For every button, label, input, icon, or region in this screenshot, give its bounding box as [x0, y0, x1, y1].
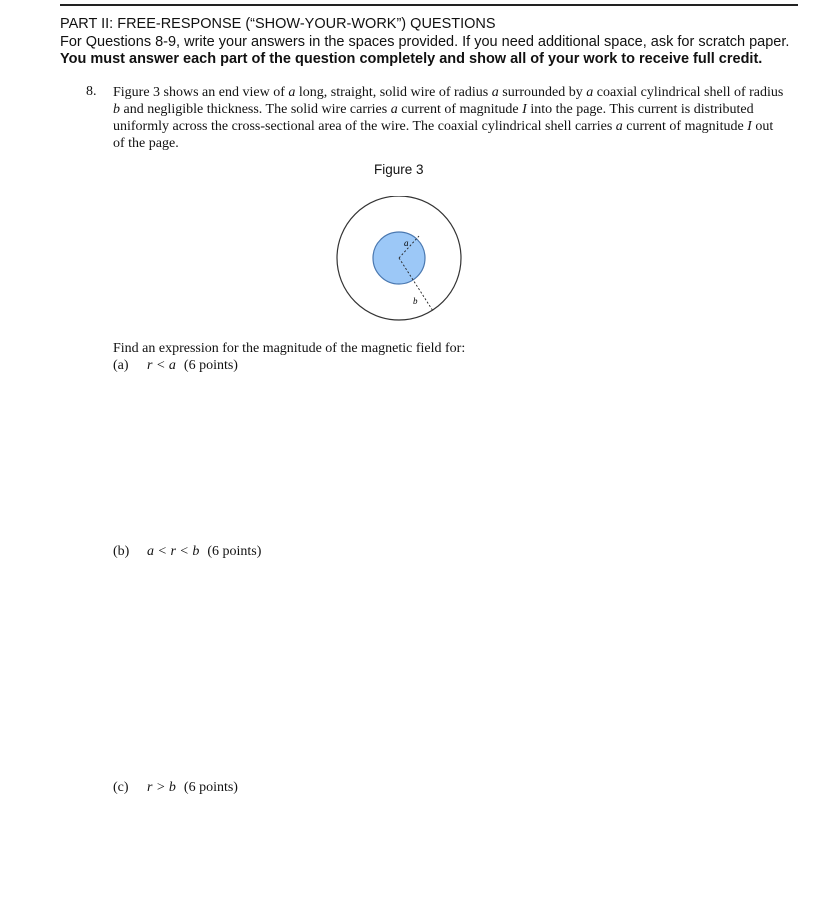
top-rule	[60, 4, 798, 6]
part-c-points: (6 points)	[183, 780, 238, 795]
part-c-label: (c)	[113, 780, 129, 795]
part-a-points: (6 points)	[183, 358, 238, 373]
part-b-label: (b)	[113, 544, 130, 559]
section-warning: You must answer each part of the question completely and show all of your work to receive full credit.	[60, 51, 763, 67]
figure-coaxial-cable	[334, 196, 466, 324]
figure-caption: Figure 3	[374, 162, 424, 177]
question-text: Figure 3 shows an end view of a long, straight, solid wire of radius a surrounded by a coaxial cylindrical shell of radius b and negligible thickness. The solid wire carries a current of magnitude I into the page. This current is distributed uniformly across the cross-sectional area of the wire. The coaxial cylindrical shell carries a current of magnitude I out of the page.	[113, 85, 784, 151]
section-instructions: For Questions 8-9, write your answers in the spaces provided. If you need additional space, ask for scratch paper.	[60, 34, 790, 50]
question-prompt: Find an expression for the magnitude of the magnetic field for:	[113, 341, 466, 356]
part-a-condition: r < a	[147, 358, 176, 373]
part-c-condition: r > b	[147, 780, 176, 795]
section-title: PART II: FREE-RESPONSE (“SHOW-YOUR-WORK”) QUESTIONS	[60, 16, 496, 32]
part-a-label: (a)	[113, 358, 129, 373]
label-a: a	[404, 238, 409, 248]
part-b-points: (6 points)	[207, 544, 262, 559]
part-b-condition: a < r < b	[147, 544, 200, 559]
part-a	[113, 358, 238, 374]
label-b: b	[413, 296, 418, 306]
part-c	[113, 780, 238, 796]
question-number: 8.	[86, 84, 97, 99]
part-b	[113, 544, 261, 560]
